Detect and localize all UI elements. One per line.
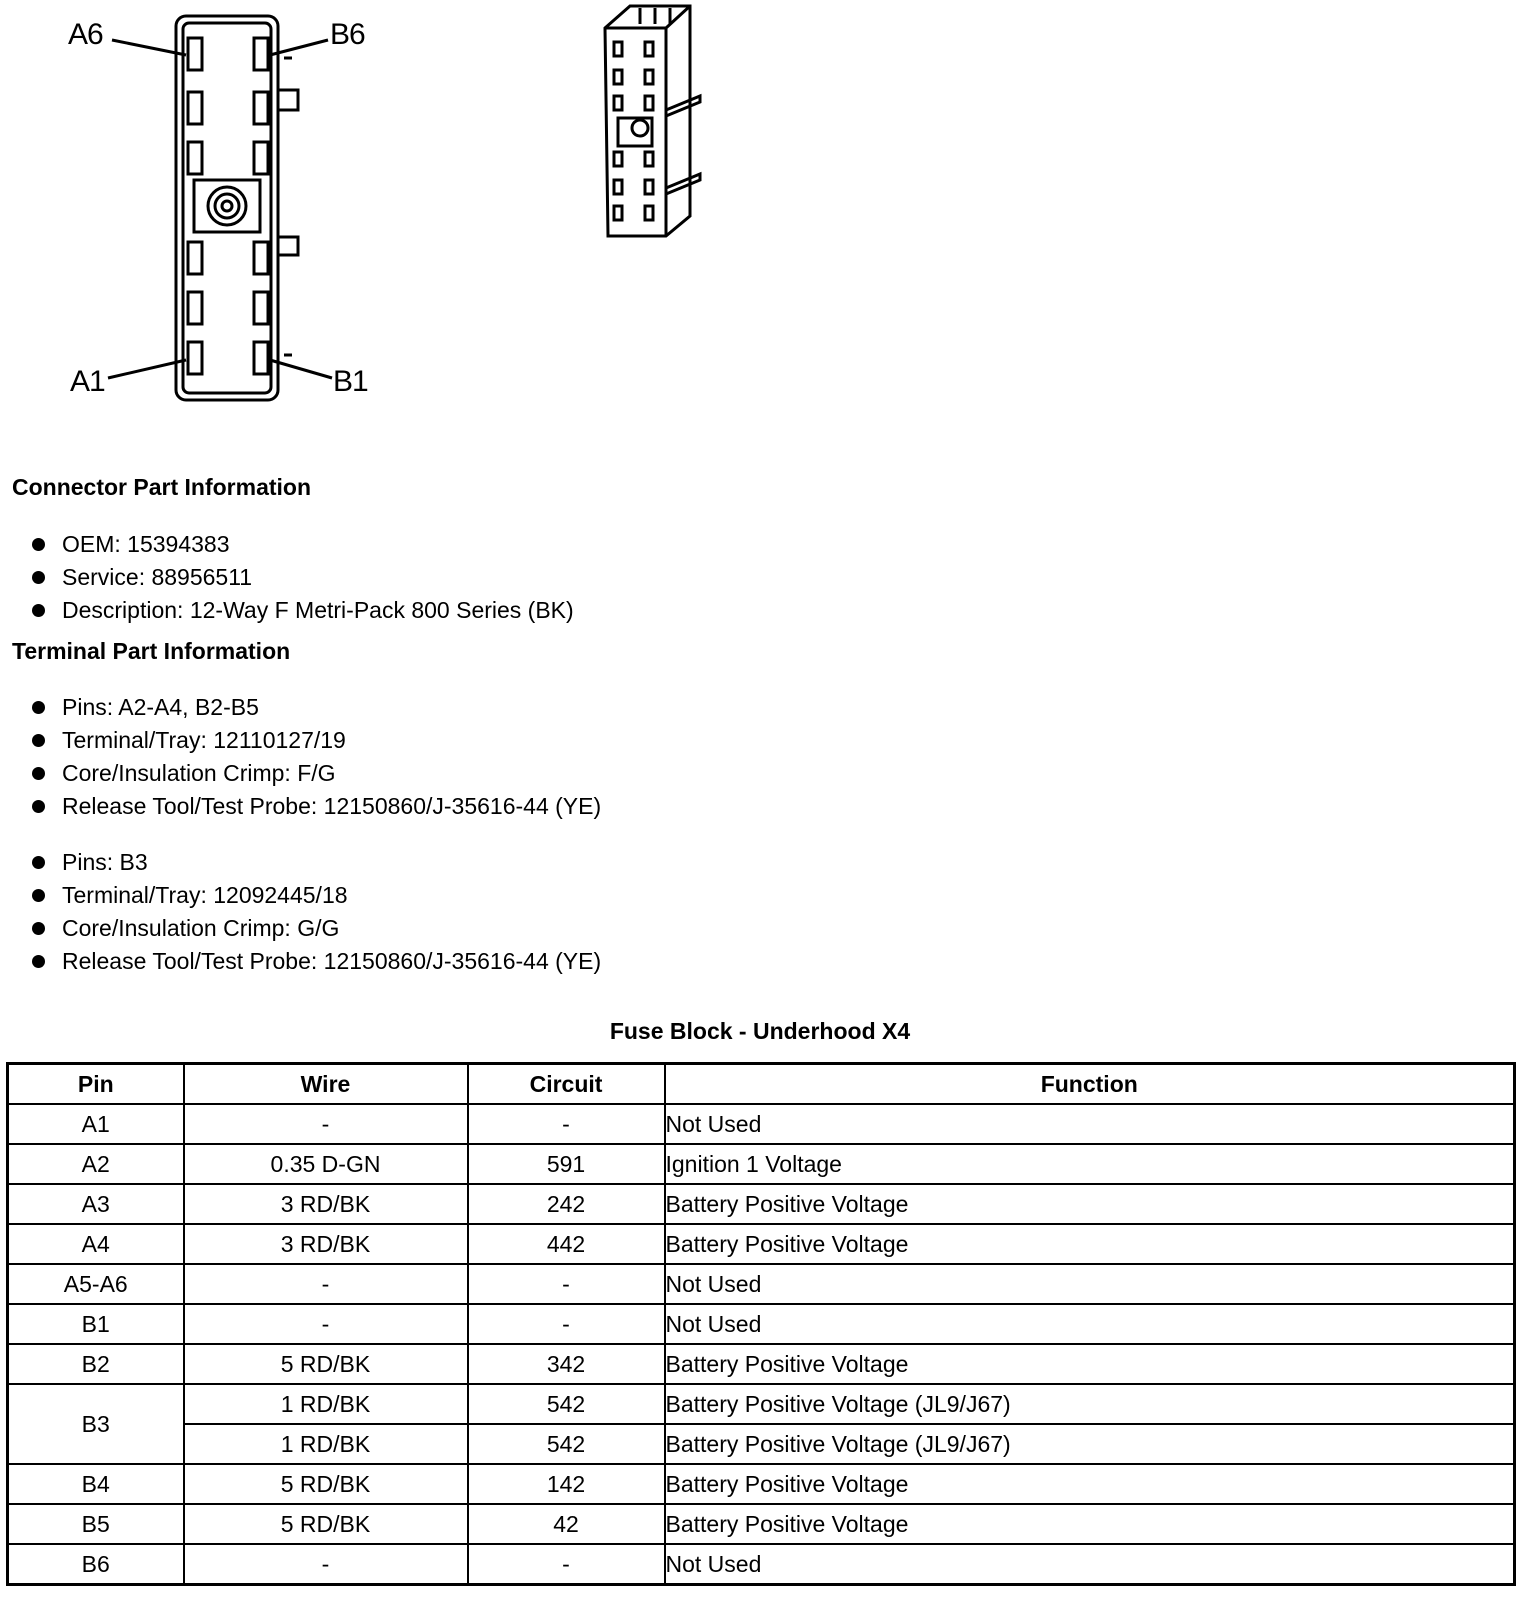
cell-wire: - [184,1104,468,1144]
cell-circuit: 142 [468,1464,665,1504]
cell-function: Battery Positive Voltage [665,1464,1515,1504]
cell-function: Battery Positive Voltage [665,1184,1515,1224]
table-row [8,1504,1515,1544]
table-row [8,1544,1515,1585]
table-row [8,1464,1515,1504]
cell-circuit: 242 [468,1184,665,1224]
cell-function: Not Used [665,1264,1515,1304]
header-function: Function [665,1064,1515,1105]
table-row [8,1224,1515,1264]
pin-label-b6: B6 [330,18,365,51]
list-item: Service: 88956511 [30,561,574,594]
table-header-row [8,1064,1515,1105]
list-item: Release Tool/Test Probe: 12150860/J-35616-44 (YE) [30,790,601,823]
cell-pin: B3 [8,1384,184,1464]
cell-wire: 3 RD/BK [184,1224,468,1264]
cell-function: Battery Positive Voltage [665,1344,1515,1384]
cell-wire: 1 RD/BK [184,1384,468,1424]
table-row [8,1424,1515,1464]
cell-circuit: 542 [468,1384,665,1424]
cell-circuit: - [468,1304,665,1344]
header-wire: Wire [184,1064,468,1105]
table-row [8,1184,1515,1224]
list-item: Terminal/Tray: 12092445/18 [30,879,601,912]
cell-pin: B2 [8,1344,184,1384]
table-row [8,1104,1515,1144]
list-item: Pins: B3 [30,846,601,879]
cell-wire: 5 RD/BK [184,1504,468,1544]
cell-wire: 5 RD/BK [184,1344,468,1384]
list-item: Core/Insulation Crimp: G/G [30,912,601,945]
pin-label-a6: A6 [68,18,103,51]
connector-info-list [30,528,574,627]
table-row [8,1384,1515,1424]
cell-pin: A4 [8,1224,184,1264]
list-item: Release Tool/Test Probe: 12150860/J-35616-44 (YE) [30,945,601,978]
header-circuit: Circuit [468,1064,665,1105]
terminal-info-list-2 [30,846,601,978]
cell-function: Not Used [665,1104,1515,1144]
cell-wire: 3 RD/BK [184,1184,468,1224]
cell-pin: B6 [8,1544,184,1585]
cell-circuit: 591 [468,1144,665,1184]
cell-circuit: 542 [468,1424,665,1464]
connector-info-title: Connector Part Information [12,474,312,500]
cell-pin: B4 [8,1464,184,1504]
terminal-info-list-1 [30,691,601,823]
cell-function: Battery Positive Voltage (JL9/J67) [665,1424,1515,1464]
pinout-table [6,1062,1516,1586]
list-item: Terminal/Tray: 12110127/19 [30,724,601,757]
table-title: Fuse Block - Underhood X4 [609,1018,911,1044]
cell-wire: - [184,1544,468,1585]
connector-face-diagram [0,0,760,420]
cell-wire: - [184,1264,468,1304]
cell-wire: - [184,1304,468,1344]
cell-function: Battery Positive Voltage [665,1504,1515,1544]
cell-pin: A5-A6 [8,1264,184,1304]
table-row [8,1304,1515,1344]
cell-pin: A3 [8,1184,184,1224]
list-item: Pins: A2-A4, B2-B5 [30,691,601,724]
list-item: Core/Insulation Crimp: F/G [30,757,601,790]
cell-function: Ignition 1 Voltage [665,1144,1515,1184]
cell-pin: B1 [8,1304,184,1344]
cell-wire: 5 RD/BK [184,1464,468,1504]
cell-function: Not Used [665,1304,1515,1344]
table-row [8,1144,1515,1184]
cell-pin: A1 [8,1104,184,1144]
cell-wire: 0.35 D-GN [184,1144,468,1184]
cell-function: Not Used [665,1544,1515,1585]
cell-pin: A2 [8,1144,184,1184]
cell-circuit: - [468,1104,665,1144]
table-row [8,1344,1515,1384]
cell-pin: B5 [8,1504,184,1544]
cell-function: Battery Positive Voltage (JL9/J67) [665,1384,1515,1424]
connector-isometric-view [605,6,700,236]
list-item: Description: 12-Way F Metri-Pack 800 Series (BK) [30,594,574,627]
cell-wire: 1 RD/BK [184,1424,468,1464]
header-pin: Pin [8,1064,184,1105]
terminal-info-title: Terminal Part Information [12,638,291,664]
pin-label-a1: A1 [70,365,105,398]
cell-circuit: 442 [468,1224,665,1264]
pin-label-b1: B1 [333,365,368,398]
cell-circuit: - [468,1544,665,1585]
cell-circuit: 342 [468,1344,665,1384]
list-item: OEM: 15394383 [30,528,574,561]
table-row [8,1264,1515,1304]
cell-circuit: - [468,1264,665,1304]
cell-function: Battery Positive Voltage [665,1224,1515,1264]
cell-circuit: 42 [468,1504,665,1544]
